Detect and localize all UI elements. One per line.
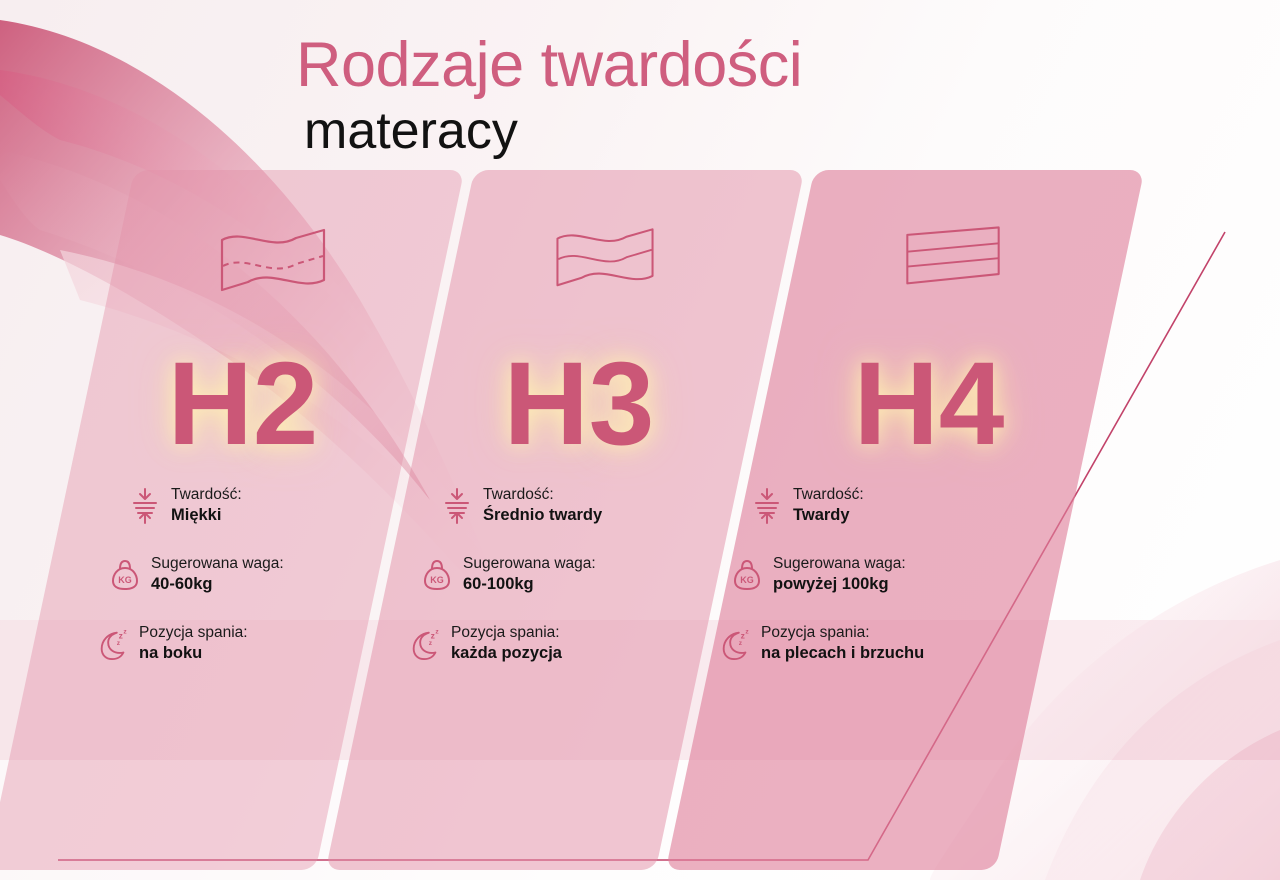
svg-text:z: z (118, 629, 123, 640)
svg-text:z: z (428, 639, 433, 647)
spec-hardness-label: Twardość: (171, 486, 242, 503)
spec-weight-value: 60-100kg (463, 575, 534, 593)
kettlebell-kg-icon (420, 556, 454, 594)
spec-hardness-h4 (750, 485, 1058, 526)
spec-hardness-h2 (128, 485, 436, 526)
spec-list-h4 (718, 485, 1058, 692)
spec-weight-label: Sugerowana waga: (463, 555, 596, 572)
grade-label-h2: H2 (167, 338, 319, 470)
spec-position-h3 (408, 623, 748, 664)
spec-position-value: każda pozycja (451, 644, 562, 662)
spec-position-label: Pozycja spania: (139, 624, 248, 641)
svg-text:z: z (738, 639, 743, 647)
spec-position-label: Pozycja spania: (451, 624, 560, 641)
card-h4 (740, 170, 1070, 870)
spec-hardness-value: Twardy (793, 506, 850, 524)
grade-label-h3: H3 (503, 338, 655, 470)
spec-weight-label: Sugerowana waga: (773, 555, 906, 572)
spec-weight-h4 (730, 554, 1058, 595)
moon-zzz-icon (408, 625, 442, 663)
spec-hardness-label: Twardość: (483, 486, 554, 503)
spec-hardness-value: Średnio twardy (483, 506, 603, 524)
spec-hardness-h3 (440, 485, 748, 526)
mattress-layers-icon (400, 218, 770, 309)
spec-position-h4 (718, 623, 1058, 664)
svg-text:z: z (740, 629, 745, 640)
spec-weight-h2 (108, 554, 436, 595)
svg-text:KG: KG (740, 574, 754, 585)
moon-zzz-icon (718, 625, 752, 663)
svg-text:KG: KG (118, 574, 132, 585)
card-h3 (400, 170, 730, 870)
spec-weight-value: 40-60kg (151, 575, 213, 593)
spec-position-value: na boku (139, 644, 203, 662)
title-line-secondary: materacy (304, 102, 518, 160)
svg-text:z: z (123, 628, 127, 636)
grade-label-h4: H4 (853, 338, 1005, 470)
svg-text:z: z (430, 629, 435, 640)
compression-arrows-icon (440, 487, 474, 525)
spec-position-h2 (96, 623, 436, 664)
spec-hardness-value: Miękki (171, 506, 222, 524)
svg-text:z: z (745, 628, 749, 636)
kettlebell-kg-icon (730, 556, 764, 594)
spec-weight-h3 (420, 554, 748, 595)
spec-position-label: Pozycja spania: (761, 624, 870, 641)
svg-text:z: z (435, 628, 439, 636)
kettlebell-kg-icon (108, 556, 142, 594)
spec-position-value: na plecach i brzuchu (761, 644, 925, 662)
moon-zzz-icon (96, 625, 130, 663)
compression-arrows-icon (128, 487, 162, 525)
compression-arrows-icon (750, 487, 784, 525)
card-h2 (60, 170, 390, 870)
svg-text:KG: KG (430, 574, 444, 585)
spec-hardness-label: Twardość: (793, 486, 864, 503)
page-title (296, 30, 802, 160)
spec-weight-label: Sugerowana waga: (151, 555, 284, 572)
spec-weight-value: powyżej 100kg (773, 575, 889, 593)
title-line-primary: Rodzaje twardości (296, 30, 803, 100)
svg-text:z: z (116, 639, 121, 647)
spec-list-h2 (96, 485, 436, 692)
spec-list-h3 (408, 485, 748, 692)
mattress-layers-icon (60, 218, 438, 315)
mattress-layers-icon (740, 218, 1118, 309)
